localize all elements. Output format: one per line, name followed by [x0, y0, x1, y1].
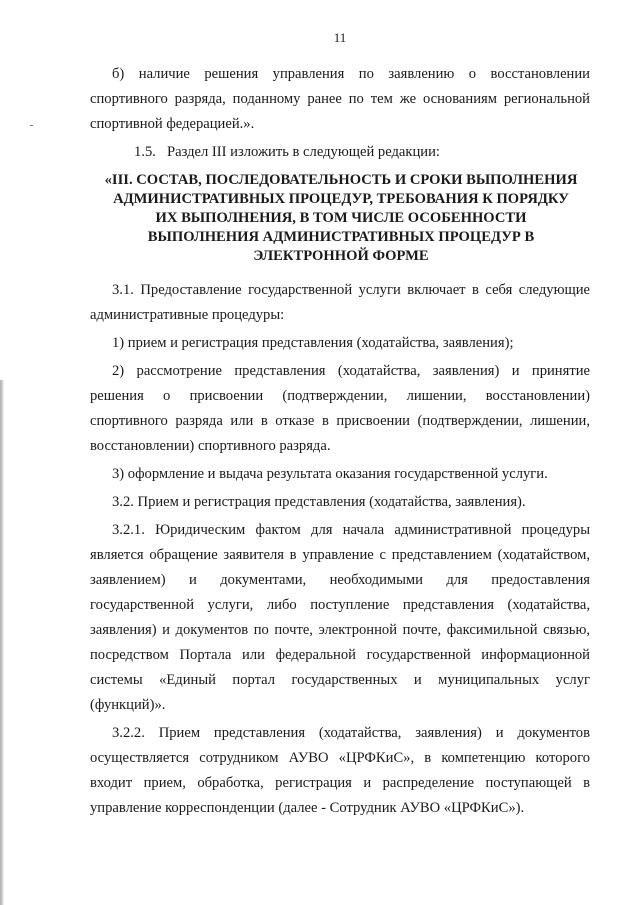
scan-speck: [30, 125, 33, 126]
paragraph-3-2-1: 3.2.1. Юридическим фактом для начала административной процедуры является обращение заявителя в управление с представлением (ходатайством, заявлением) и документами, необходимыми для предоставления государственной услуги, либо поступление представления (ходатайства, заявления) и документов по почте, электронной почте, факсимильной связью, посредством Портала или федеральной государственной информационной системы «Единый портал государственных и муниципальных услуг (функций)».: [90, 522, 590, 713]
paragraph-3-2: 3.2. Прием и регистрация представления (ходатайства, заявления).: [112, 494, 526, 510]
scan-edge-shadow: [0, 380, 4, 905]
paragraph-3-2-2: 3.2.2. Прием представления (ходатайства, заявления) и документов осуществляется сотрудником АУВО «ЦРФКиС», в компетенцию которого входит прием, обработка, регистрация и распределение поступающей в управление корреспонденции (далее - Сотрудник АУВО «ЦРФКиС»).: [90, 725, 590, 816]
list-item-3: 3) оформление и выдача результата оказания государственной услуги.: [112, 466, 548, 482]
document-body: [90, 62, 590, 821]
page-number: 11: [333, 30, 347, 45]
clause-1-5-number: 1.5.: [134, 144, 156, 160]
list-item-2: 2) рассмотрение представления (ходатайства, заявления) и принятие решения о присвоении (подтверждении, лишении, восстановлении) спортивного разряда или в отказе в присвоении (подтверждении, лишении, восстановлении) спортивного разряда.: [90, 363, 590, 454]
section-heading: «III. СОСТАВ, ПОСЛЕДОВАТЕЛЬНОСТЬ И СРОКИ ВЫПОЛНЕНИЯ АДМИНИСТРАТИВНЫХ ПРОЦЕДУР, ТРЕБОВАНИЯ К ПОРЯДКУ ИХ ВЫПОЛНЕНИЯ, В ТОМ ЧИСЛЕ ОСОБЕННОСТИ ВЫПОЛНЕНИЯ АДМИНИСТРАТИВНЫХ ПРОЦЕДУР В ЭЛЕКТРОННОЙ ФОРМЕ: [104, 172, 578, 264]
list-item-1: 1) прием и регистрация представления (ходатайства, заявления);: [112, 335, 514, 351]
clause-1-5-text: Раздел III изложить в следующей редакции:: [167, 144, 440, 160]
paragraph-3-1: 3.1. Предоставление государственной услуги включает в себя следующие административные процедуры:: [90, 282, 590, 323]
clause-1-5: [90, 140, 590, 165]
paragraph-b: б) наличие решения управления по заявлению о восстановлении спортивного разряда, поданному ранее по тем же основаниям региональной спортивной федерацией.».: [90, 66, 590, 132]
